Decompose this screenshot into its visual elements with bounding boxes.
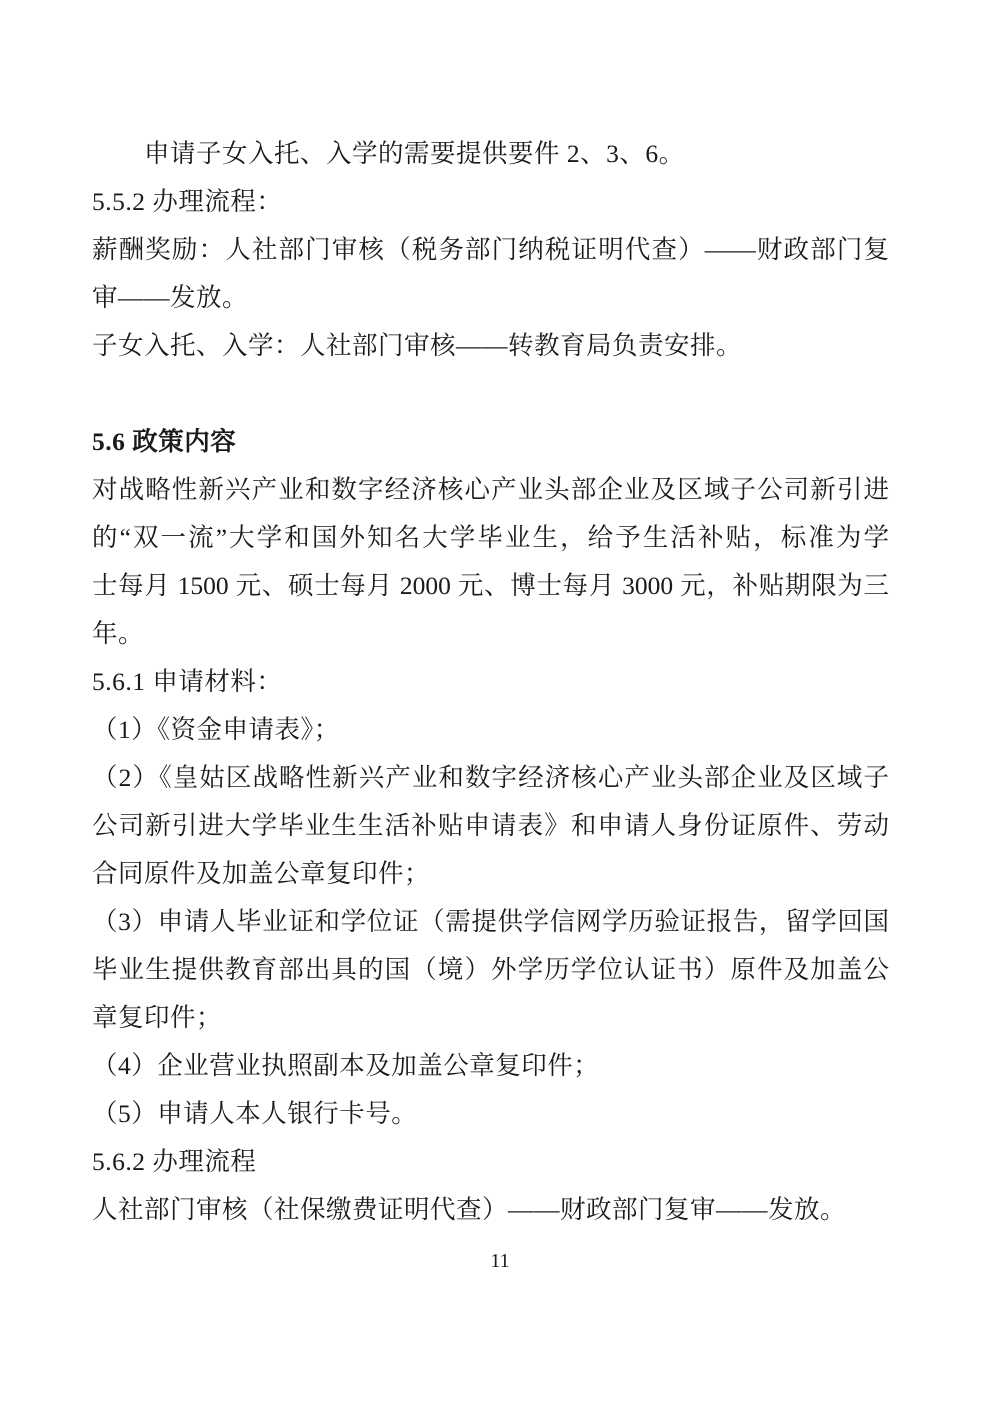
page-number: 11	[490, 1250, 510, 1272]
line-material-2-part-2: 公司新引进大学毕业生生活补贴申请表》和申请人身份证原件、劳动	[92, 811, 889, 840]
line-5-6-2-process: 人社部门审核（社保缴费证明代查）——财政部门复审——发放。	[92, 1195, 847, 1224]
line-material-2-part-3: 合同原件及加盖公章复印件；	[92, 859, 431, 888]
heading-5-6-policy-content: 5.6 政策内容	[92, 427, 237, 456]
line-material-3-part-2: 毕业生提供教育部出具的国（境）外学历学位认证书）原件及加盖公	[92, 955, 889, 984]
line-salary-reward-process-1: 薪酬奖励：人社部门审核（税务部门纳税证明代查）——财政部门复	[92, 235, 889, 264]
line-salary-reward-process-2: 审——发放。	[92, 283, 249, 312]
line-5-6-2-heading: 5.6.2 办理流程	[92, 1147, 257, 1176]
para-5-6-policy-line-4: 年。	[92, 619, 145, 648]
para-5-6-policy-line-2: 的“双一流”大学和国外知名大学毕业生，给予生活补贴，标准为学	[92, 523, 889, 552]
spacer-line	[92, 370, 889, 418]
para-5-6-policy-line-3: 士每月 1500 元、硕士每月 2000 元、博士每月 3000 元，补贴期限为三	[92, 571, 889, 600]
line-5-5-2-heading: 5.5.2 办理流程：	[92, 187, 283, 216]
line-children-schooling-process: 子女入托、入学：人社部门审核——转教育局负责安排。	[92, 331, 743, 360]
line-material-1: （1）《资金申请表》；	[92, 715, 340, 744]
para-5-6-policy-line-1: 对战略性新兴产业和数字经济核心产业头部企业及区域子公司新引进	[92, 475, 889, 504]
line-material-3-part-3: 章复印件；	[92, 1003, 223, 1032]
line-material-4: （4）企业营业执照副本及加盖公章复印件；	[92, 1051, 600, 1080]
line-material-3-part-1: （3）申请人毕业证和学位证（需提供学信网学历验证报告，留学回国	[92, 907, 889, 936]
line-material-2-part-1: （2）《皇姑区战略性新兴产业和数字经济核心产业头部企业及区域子	[92, 763, 889, 792]
line-children-requirements: 申请子女入托、入学的需要提供要件 2、3、6。	[144, 139, 685, 168]
line-5-6-1-heading: 5.6.1 申请材料：	[92, 667, 283, 696]
line-material-5: （5）申请人本人银行卡号。	[92, 1099, 418, 1128]
document-body	[92, 130, 889, 1234]
